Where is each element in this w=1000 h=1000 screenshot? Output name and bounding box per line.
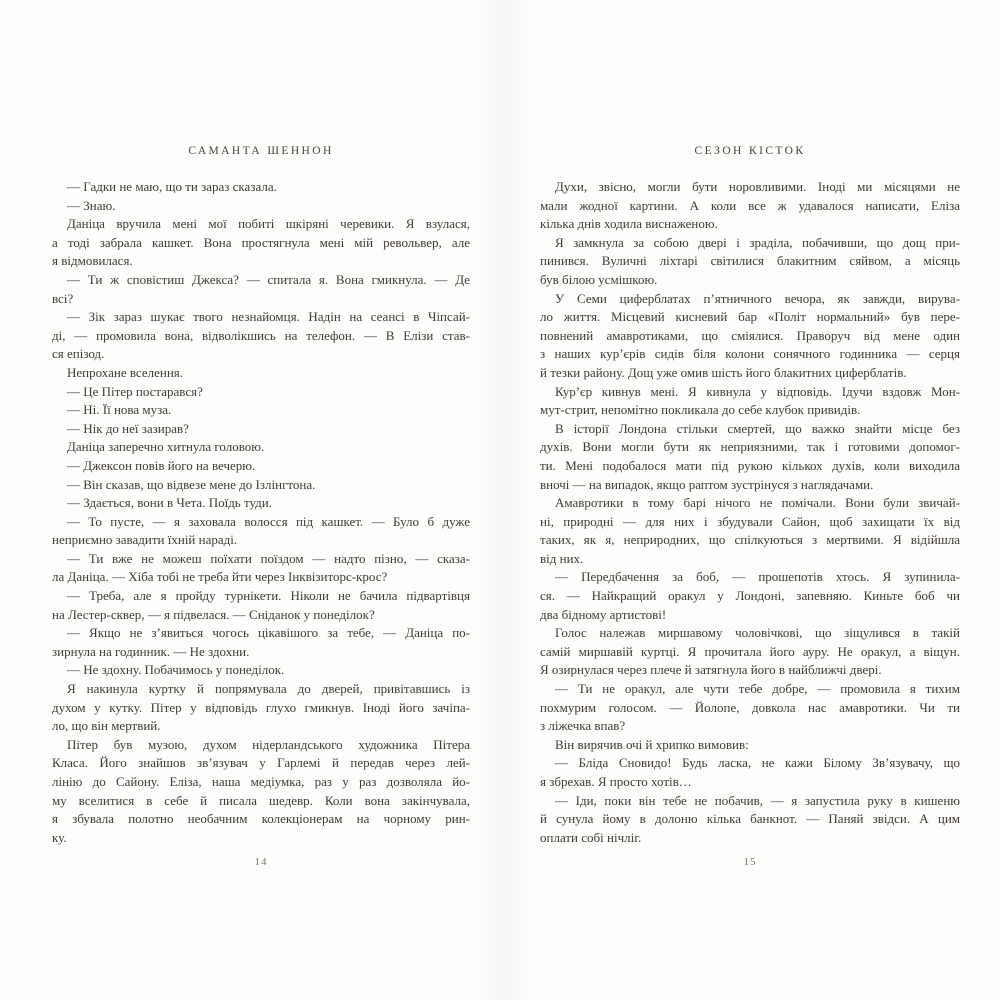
text-line: ти. Мені подобалося мати під рукою кількох духів, коли виходила — [540, 457, 960, 473]
text-line: — Якщо не з’явиться чогось цікавішого за тебе, — Даніца по- — [67, 625, 470, 641]
text-line: Амавротики в тому барі нічого не помічали. Вони були звичай- — [555, 495, 960, 511]
text-line: — Треба, але я пройду турнікети. Ніколи не бачила підвартівця — [67, 588, 470, 604]
text-line: ло, що він мертвий. — [52, 718, 161, 734]
text-line: Я замкнула за собою двері і зраділа, побачивши, що дощ при- — [555, 234, 960, 250]
text-line: Непрохане вселення. — [67, 364, 184, 380]
text-line: був білою усмішкою. — [540, 271, 658, 287]
text-line: — Іди, поки він тебе не побачив, — я запустила руку в кишеню — [555, 792, 960, 808]
text-line: Духи, звісно, могли бути норовливими. Іноді ми місяцями не — [555, 179, 960, 194]
text-line: ку. — [52, 829, 67, 845]
text-line: таких, як я, неприродних, що спілкуються з мертвими. Я відійшла — [540, 532, 960, 548]
text-line: я збувала полотно необачним колекціонерам на чорному рин- — [52, 811, 470, 827]
text-line: В історії Лондона стільки смертей, що важко знайти місце без — [555, 420, 960, 436]
text-line: Даніца заперечно хитнула головою. — [67, 439, 265, 455]
text-line: оплати собі нічліг. — [540, 829, 642, 845]
text-line: я відмовилася. — [52, 253, 133, 269]
right-page-number: 15 — [743, 856, 757, 869]
text-line: повнений амавротиками, що сміялися. Праворуч від мене один — [540, 327, 960, 343]
text-line: духів. Вони могли бути як неприязними, так і готовими допомог- — [540, 439, 960, 455]
text-line: — Здається, вони в Чета. Поїдь туди. — [67, 495, 272, 511]
text-line: Кур’єр кивнув мені. Я кивнула у відповідь. Ідучи вздовж Мон- — [555, 383, 960, 399]
text-line: мут-стрит, непомітно покликала до себе клубок привидів. — [540, 402, 861, 418]
text-line: — Гадки не маю, що ти зараз сказала. — [67, 179, 277, 194]
text-line: У Семи циферблатах п’ятничного вечора, як завжди, вирува- — [555, 290, 960, 306]
text-line: на Лестер-сквер, — я підвелася. — Сніданок у понеділок? — [52, 606, 375, 622]
right-running-head: СЕЗОН КІСТОК — [694, 145, 806, 157]
text-line: ді, — промовила вона, відволікшись на телефон. — В Елізи став- — [52, 327, 470, 343]
text-line: — Джексон повів його на вечерю. — [67, 457, 256, 473]
text-line: — Ти вже не можеш поїхати поїздом — надто пізно, — сказа- — [67, 550, 470, 566]
text-line: всі? — [52, 290, 74, 306]
text-line: ся. — Найкращий оракул у Лондоні, запевняю. Киньте боб чи — [540, 588, 960, 604]
text-line: й сунула йому в долоню кілька банкнот. — Паняй звідси. А цим — [540, 811, 960, 827]
right-page-text — [540, 178, 960, 847]
text-line: — Зік зараз шукає твого незнайомця. Надін на сеансі в Чіпсай- — [67, 309, 470, 325]
text-line: вночі — на випадок, якщо раптом зустрінуся з наглядачами. — [540, 476, 874, 492]
text-line: й тезки району. Дощ уже омив шість його блакитних циферблатів. — [540, 364, 907, 380]
text-line: я збрехав. Я просто хотів… — [540, 774, 692, 789]
text-line: — Не здохну. Побачимось у понеділок. — [67, 662, 285, 678]
text-line: зирнула на годинник. — Не здохни. — [52, 643, 250, 659]
text-line: Класа. Його знайшов зв’язувач у Гарлемі й передав через лей- — [52, 755, 470, 771]
text-line: Даніца вручила мені мої побиті шкіряні черевики. Я взулася, — [67, 216, 470, 232]
left-page-text — [52, 178, 470, 847]
text-line: два бідному артистові! — [540, 606, 667, 622]
text-line: від них. — [540, 550, 584, 566]
text-line: похмурим голосом. — Йолопе, довкола нас амавротики. Чи ти — [540, 699, 960, 715]
text-line: ло життя. Місцевий кисневий бар «Політ нормальний» був пере- — [540, 309, 960, 325]
left-running-head: САМАНТА ШЕННОН — [188, 145, 334, 157]
text-line: — Ти не оракул, але чути тебе добре, — промовила я тихим — [555, 681, 960, 697]
text-line: з ліжечка впав? — [540, 718, 626, 734]
text-line: — Передбачення за боб, — прошепотів хтось. Я зупинила- — [555, 569, 960, 585]
text-line: — Нік до неї зазирав? — [67, 420, 189, 436]
text-line: пинився. Вуличні ліхтарі світилися блакитним сяйвом, а місяць — [540, 253, 960, 269]
text-line: — То пусте, — я заховала волосся під кашкет. — Було б дуже — [67, 513, 470, 529]
text-line: лінію до Сайону. Еліза, наша медіумка, раз у раз дозволяла йо- — [52, 774, 470, 789]
text-line: Він вирячив очі й хрипко вимовив: — [555, 736, 749, 752]
text-line: з наших кур’єрів сидів біля колони сонячного годинника — серця — [540, 346, 960, 362]
text-line: Я накинула куртку й попрямувала до дверей, привітавшись із — [67, 681, 470, 697]
right-page — [540, 0, 960, 868]
text-line: а тоді забрала кашкет. Вона простягнула мені мій револьвер, але — [52, 234, 470, 250]
text-line: — Ні. Її нова муза. — [67, 402, 172, 418]
text-line: самій миршавій куртці. Я прочитала його ауру. Не оракул, а віщун. — [540, 643, 960, 659]
text-line: неприємно завадити їхній нараді. — [52, 532, 238, 548]
text-line: Пітер був музою, духом нідерландського художника Пітера — [67, 736, 470, 752]
text-line: — Ти ж сповістиш Джекса? — спитала я. Вона гмикнула. — Де — [67, 271, 470, 287]
page-gutter-shadow — [478, 0, 532, 1000]
left-page — [52, 0, 470, 868]
text-line: — Знаю. — [67, 197, 116, 213]
text-line: духом у кутку. Пітер у відповідь глухо гмикнув. Іноді його зачіпа- — [52, 699, 470, 715]
text-line: ні, природні — для них і збудували Сайон, щоб захищати їх від — [540, 513, 960, 529]
text-line: мали жодної картини. А коли все ж удавалося написати, Еліза — [540, 197, 960, 213]
text-line: кілька днів ходила виснаженою. — [540, 216, 718, 232]
text-line: Голос належав миршавому чоловічкові, що зіщулився в такій — [555, 625, 960, 641]
text-line: ла Даніца. — Хіба тобі не треба йти через Інквізиторс-крос? — [52, 569, 388, 585]
text-line: — Він сказав, що відвезе мене до Ізлінгтона. — [67, 476, 316, 492]
text-line: — Бліда Сновидо! Будь ласка, не кажи Білому Зв’язувачу, що — [555, 755, 960, 771]
left-page-number: 14 — [254, 856, 268, 869]
text-line: Я озирнулася через плече й затягнула його в найближчі двері. — [540, 662, 882, 678]
text-line: ся епізод. — [52, 346, 105, 362]
text-line: му вселитися в себе й писала шедевр. Коли вона закінчувала, — [52, 792, 470, 808]
text-line: — Це Пітер постарався? — [67, 383, 203, 399]
